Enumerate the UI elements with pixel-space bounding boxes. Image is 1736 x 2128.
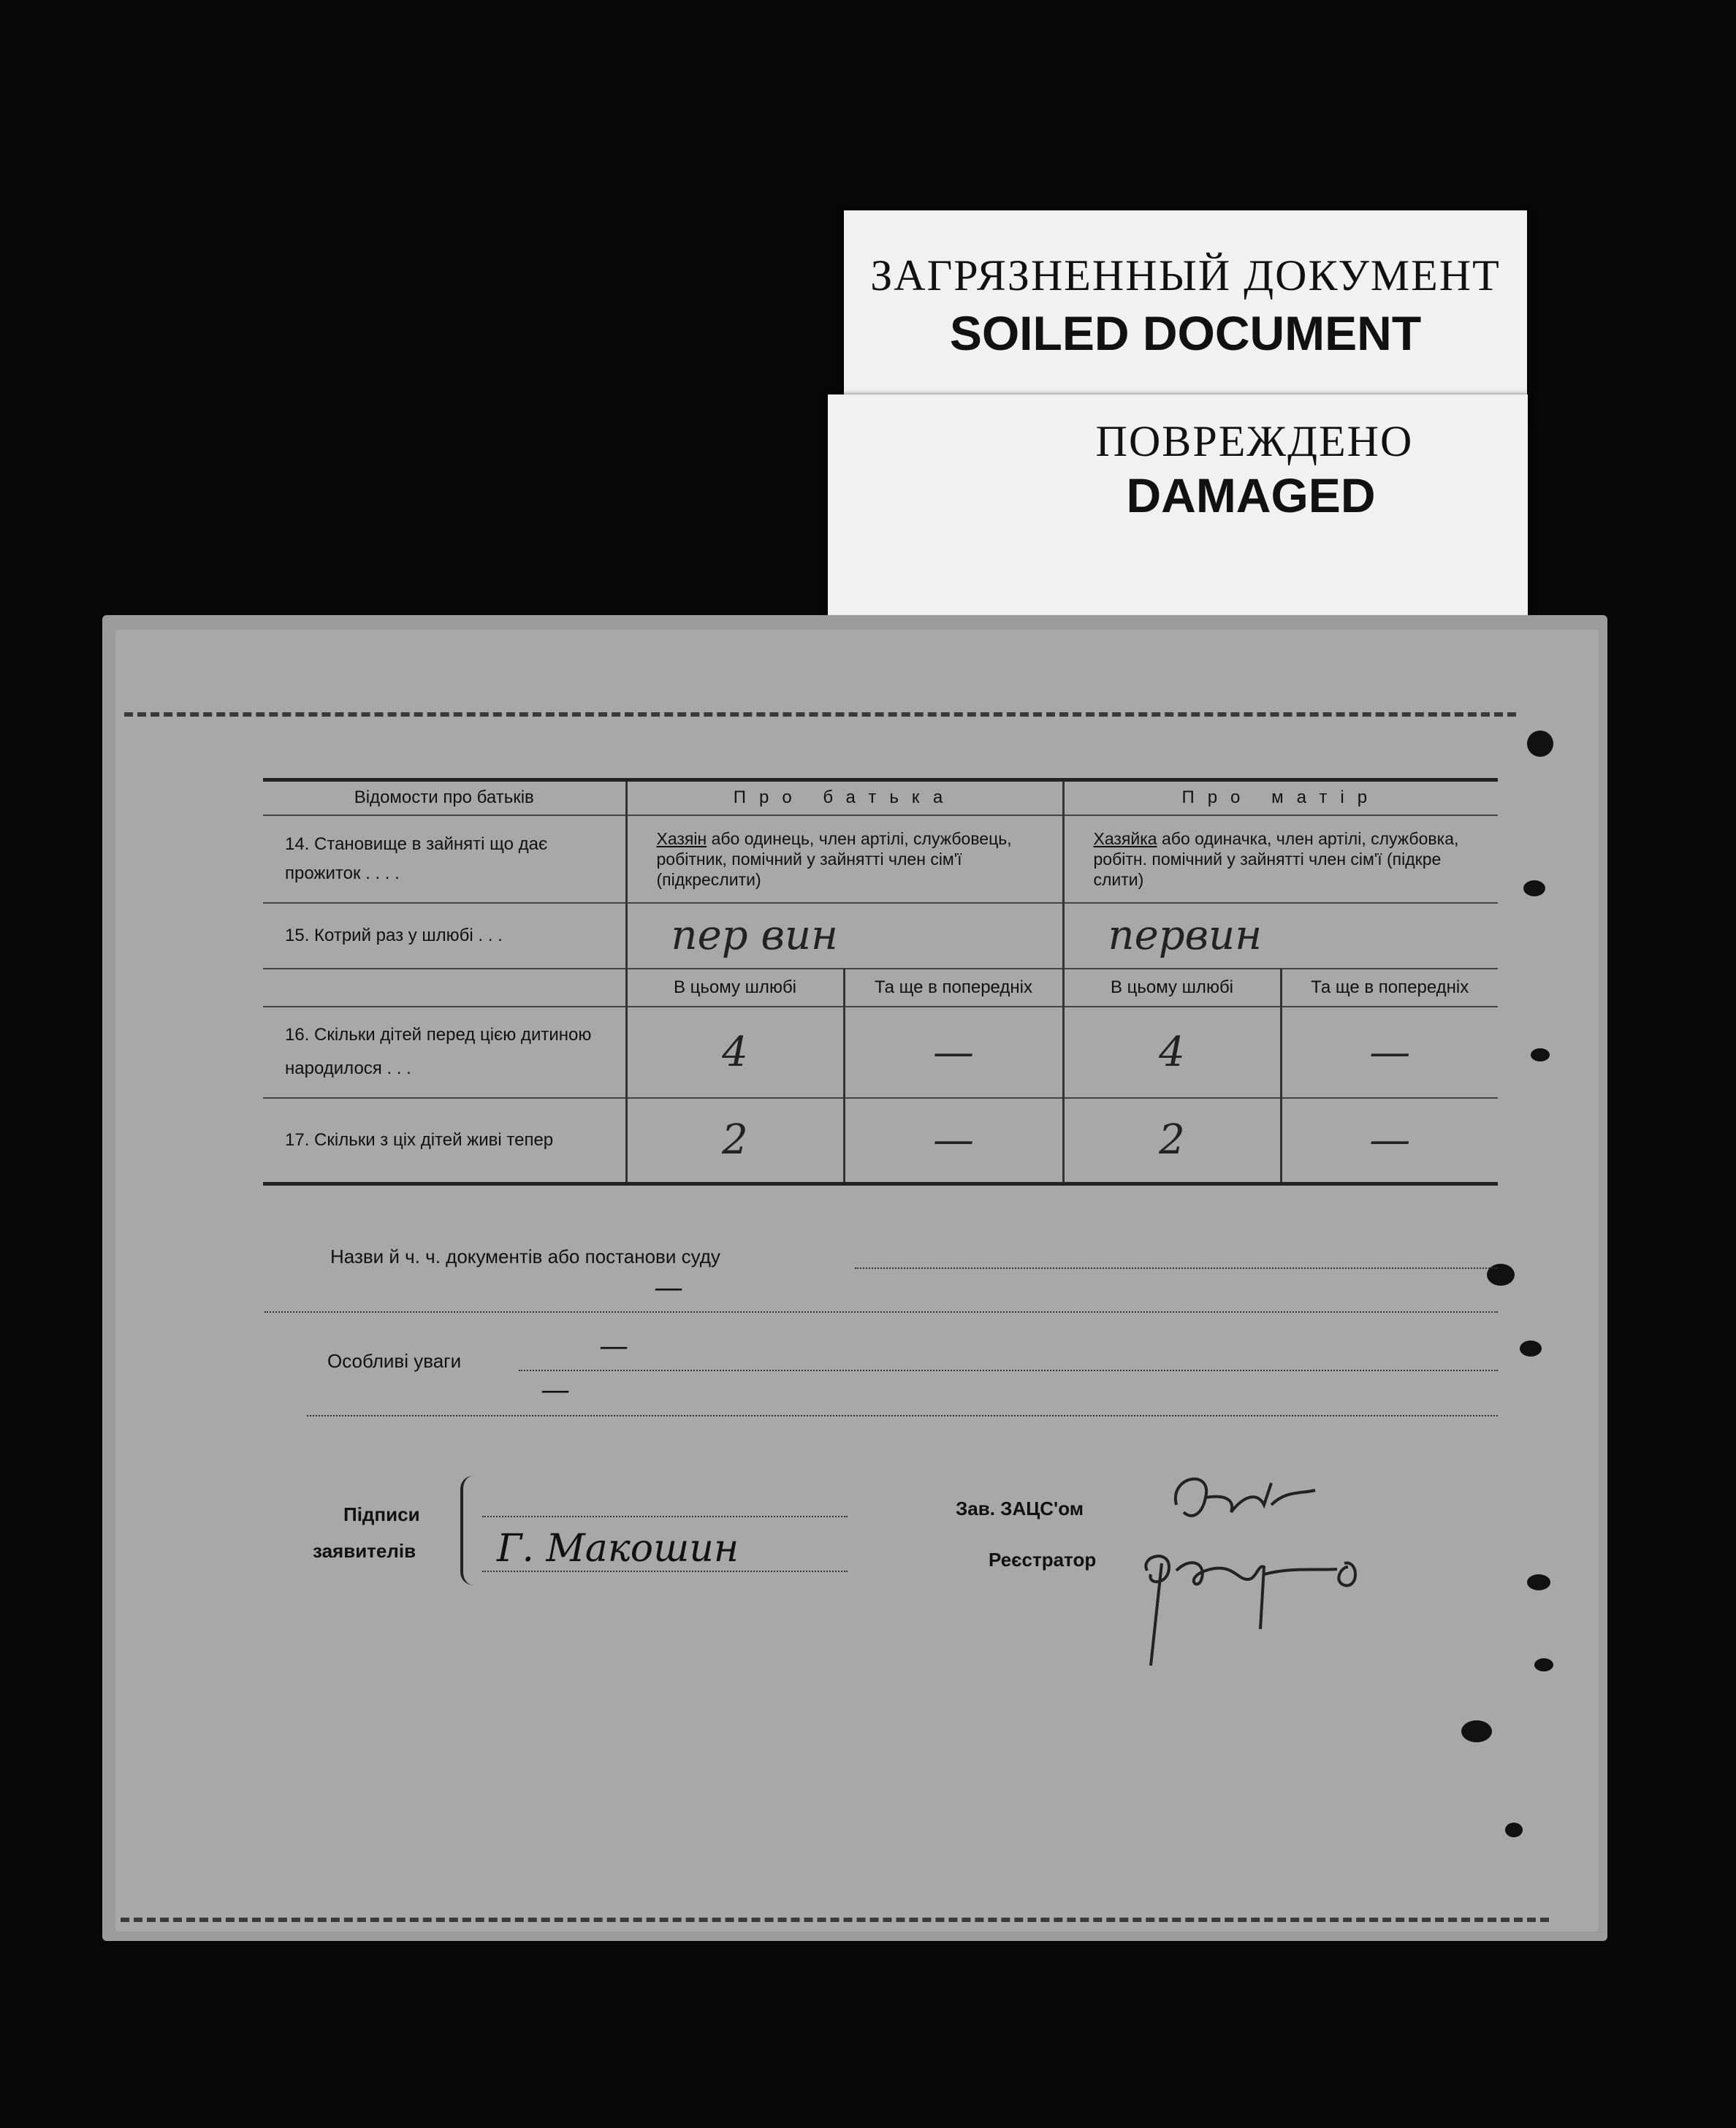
row17-father-prev: —	[844, 1098, 1063, 1184]
row17-label: 17. Скільки з ціх дітей живі тепер	[263, 1098, 626, 1184]
row15-father-value: пер вин	[626, 903, 1063, 969]
row17-mother-prev: —	[1369, 1116, 1411, 1164]
applicant-sign-line-1	[482, 1516, 848, 1517]
subheader-mother-this: В цьому шлюбі	[1063, 969, 1281, 1007]
head-signature	[1162, 1461, 1337, 1541]
notes-value: —	[599, 1330, 628, 1363]
notes-value-2: —	[541, 1373, 570, 1407]
perforation-bottom	[121, 1918, 1549, 1922]
subheader-father-this: В цьому шлюбі	[626, 969, 844, 1007]
binding-hole	[1520, 1341, 1542, 1357]
binding-hole	[1461, 1720, 1492, 1742]
subheader-father-prev: Та ще в попередніх	[844, 969, 1063, 1007]
parents-table	[263, 778, 1498, 1186]
perforation-top	[124, 712, 1516, 717]
notes-line-1	[519, 1370, 1498, 1371]
row17-mother-this: 2	[1063, 1098, 1281, 1184]
header-parents-info: Відомости про батьків	[263, 780, 626, 815]
row16-spacer	[263, 969, 626, 1007]
applicant-signature: Г. Макошин	[497, 1527, 739, 1571]
applicant-sign-line-2	[482, 1571, 848, 1572]
row16-label: 16. Скільки дітей перед цією дитиною народилося . . .	[263, 1007, 626, 1098]
row14-father-text: або одинець, член артілі, службовець, робітник, помічний у зайнятті член сім'ї (підкреслити)	[656, 828, 1012, 889]
documents-line-2	[264, 1311, 1498, 1313]
damaged-label-ru: ПОВРЕЖДЕНО	[1095, 417, 1414, 465]
registrar-signature	[1132, 1534, 1374, 1673]
parents-info-form	[263, 778, 1498, 1186]
row15-label: 15. Котрий раз у шлюбі . . .	[263, 903, 626, 969]
damaged-label-en: DAMAGED	[1126, 468, 1376, 522]
documents-label: Назви й ч. ч. документів або постанови суду	[330, 1246, 720, 1267]
row14-mother-cell	[1063, 815, 1498, 903]
row16-father-prev: —	[844, 1007, 1063, 1098]
row14-father-key: Хазяін	[656, 828, 707, 848]
registrar-label: Реєстратор	[989, 1549, 1097, 1571]
applicants-label-2: заявителів	[313, 1540, 416, 1562]
applicants-label-1: Підписи	[343, 1503, 420, 1525]
row16-mother-this: 4	[1063, 1007, 1281, 1098]
binding-hole	[1505, 1823, 1523, 1837]
header-mother: Про матір	[1181, 787, 1381, 808]
row17-father-this: 2	[626, 1098, 844, 1184]
head-label: Зав. ЗАЦС'ом	[956, 1498, 1084, 1519]
row14-mother-key: Хазяйка	[1093, 828, 1157, 848]
notes-line-2	[307, 1415, 1498, 1416]
row14-label: 14. Становище в зайняті що дає прожиток . . . .	[263, 815, 626, 903]
binding-hole	[1527, 731, 1553, 757]
soiled-label-ru: ЗАГРЯЗНЕННЫЙ ДОКУМЕНТ	[870, 251, 1501, 300]
signature-brace	[460, 1476, 485, 1585]
documents-value: —	[654, 1271, 683, 1305]
notes-label: Особливі уваги	[327, 1350, 462, 1372]
row16-father-this: 4	[626, 1007, 844, 1098]
binding-hole	[1531, 1048, 1550, 1061]
row15-mother-value: первин	[1108, 912, 1263, 959]
damaged-document-tag	[828, 394, 1528, 621]
row14-mother-text: або одиначка, член артілі, службовка, робітн. помічний у зайнятті член сім'ї (підкре слити)	[1093, 828, 1459, 889]
binding-hole	[1534, 1658, 1553, 1671]
soiled-label-en: SOILED DOCUMENT	[949, 306, 1422, 360]
binding-hole	[1523, 880, 1545, 896]
header-father: Про батька	[626, 780, 1063, 815]
binding-hole	[1527, 1574, 1550, 1590]
row14-father-cell	[626, 815, 1063, 903]
documents-line-1	[855, 1267, 1498, 1269]
subheader-mother-prev: Та ще в попередніх	[1311, 977, 1469, 997]
row16-mother-prev: —	[1369, 1028, 1411, 1076]
